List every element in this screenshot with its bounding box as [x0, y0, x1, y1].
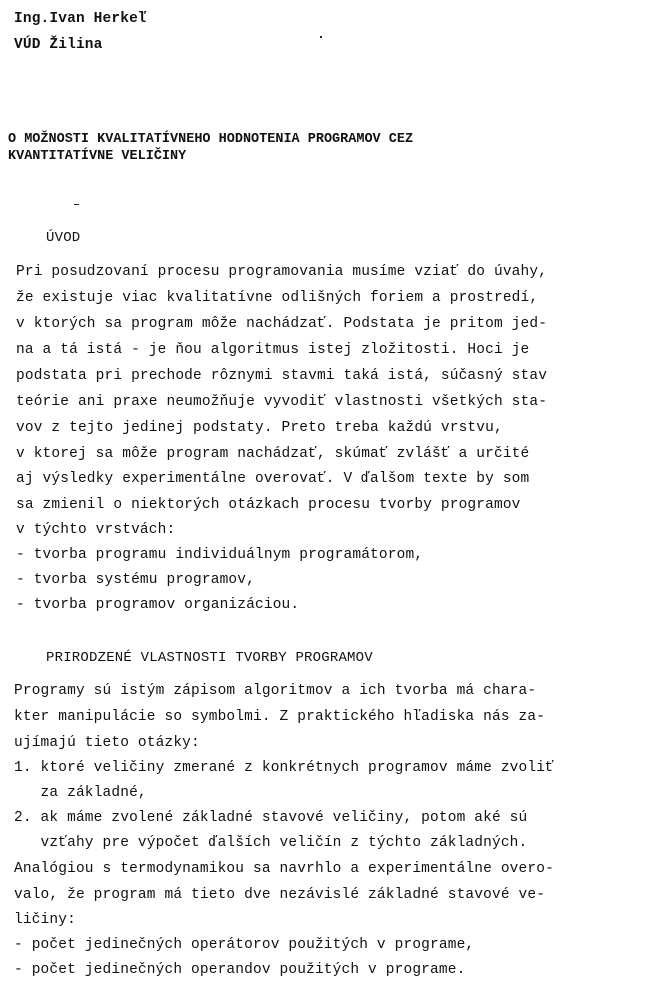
intro-line: aj výsledky experimentálne overovať. V ďalšom texte by som [16, 471, 530, 487]
intro-line: vov z tejto jedinej podstaty. Preto treba každú vrstvu, [16, 420, 503, 436]
properties-line: Programy sú istým zápisom algoritmov a ich tvorba má chara- [14, 683, 537, 699]
intro-line: podstata pri prechode rôznymi stavmi taká istá, súčasný stav [16, 368, 548, 384]
intro-line: v týchto vrstvách: [16, 522, 176, 538]
author-name: Ing.Ivan Herkeľ [14, 11, 147, 27]
properties-line: valo, že program má tieto dve nezávislé základné stavové ve- [14, 887, 546, 903]
properties-list-item: - počet jedinečných operátorov použitých v programe, [14, 937, 475, 953]
document-title-line-1: O MOŽNOSTI KVALITATÍVNEHO HODNOTENIA PROGRAMOV CEZ [8, 132, 414, 147]
properties-list-item: - počet jedinečných operandov použitých v programe. [14, 962, 466, 978]
section-heading-properties: PRIRODZENÉ VLASTNOSTI TVORBY PROGRAMOV [46, 650, 373, 666]
properties-list-item: vzťahy pre výpočet ďalších veličín z týchto základných. [14, 835, 528, 851]
intro-line: v ktorých sa program môže nachádzať. Podstata je pritom jed- [16, 316, 548, 332]
properties-list-item: 1. ktoré veličiny zmerané z konkrétnych programov máme zvoliť [14, 760, 554, 776]
speck-mark [320, 36, 322, 38]
intro-line: teórie ani praxe neumožňuje vyvodiť vlastnosti všetkých sta- [16, 394, 548, 410]
properties-list-item: za základné, [14, 785, 147, 801]
speck-mark [74, 204, 79, 205]
intro-line: že existuje viac kvalitatívne odlišných foriem a prostredí, [16, 290, 539, 306]
properties-line: Analógiou s termodynamikou sa navrhlo a experimentálne overo- [14, 861, 554, 877]
intro-line: Pri posudzovaní procesu programovania musíme vziať do úvahy, [16, 264, 548, 280]
properties-line: kter manipulácie so symbolmi. Z praktického hľadiska nás za- [14, 709, 546, 725]
properties-list-item: 2. ak máme zvolené základné stavové veličiny, potom aké sú [14, 810, 528, 826]
intro-line: na a tá istá - je ňou algoritmus istej zložitosti. Hoci je [16, 342, 530, 358]
intro-list-item: - tvorba systému programov, [16, 572, 255, 588]
intro-list-item: - tvorba programov organizáciou. [16, 597, 300, 613]
author-institution: VÚD Žilina [14, 37, 103, 53]
intro-line: v ktorej sa môže program nachádzať, skúmať zvlášť a určité [16, 446, 530, 462]
properties-line: ujímajú tieto otázky: [14, 735, 200, 751]
document-title-line-2: KVANTITATÍVNE VELIČINY [8, 149, 187, 164]
intro-line: sa zmienil o niektorých otázkach procesu tvorby programov [16, 497, 521, 513]
intro-list-item: - tvorba programu individuálnym programátorom, [16, 547, 424, 563]
properties-line: ličiny: [14, 912, 76, 928]
section-heading-intro: ÚVOD [46, 230, 81, 246]
